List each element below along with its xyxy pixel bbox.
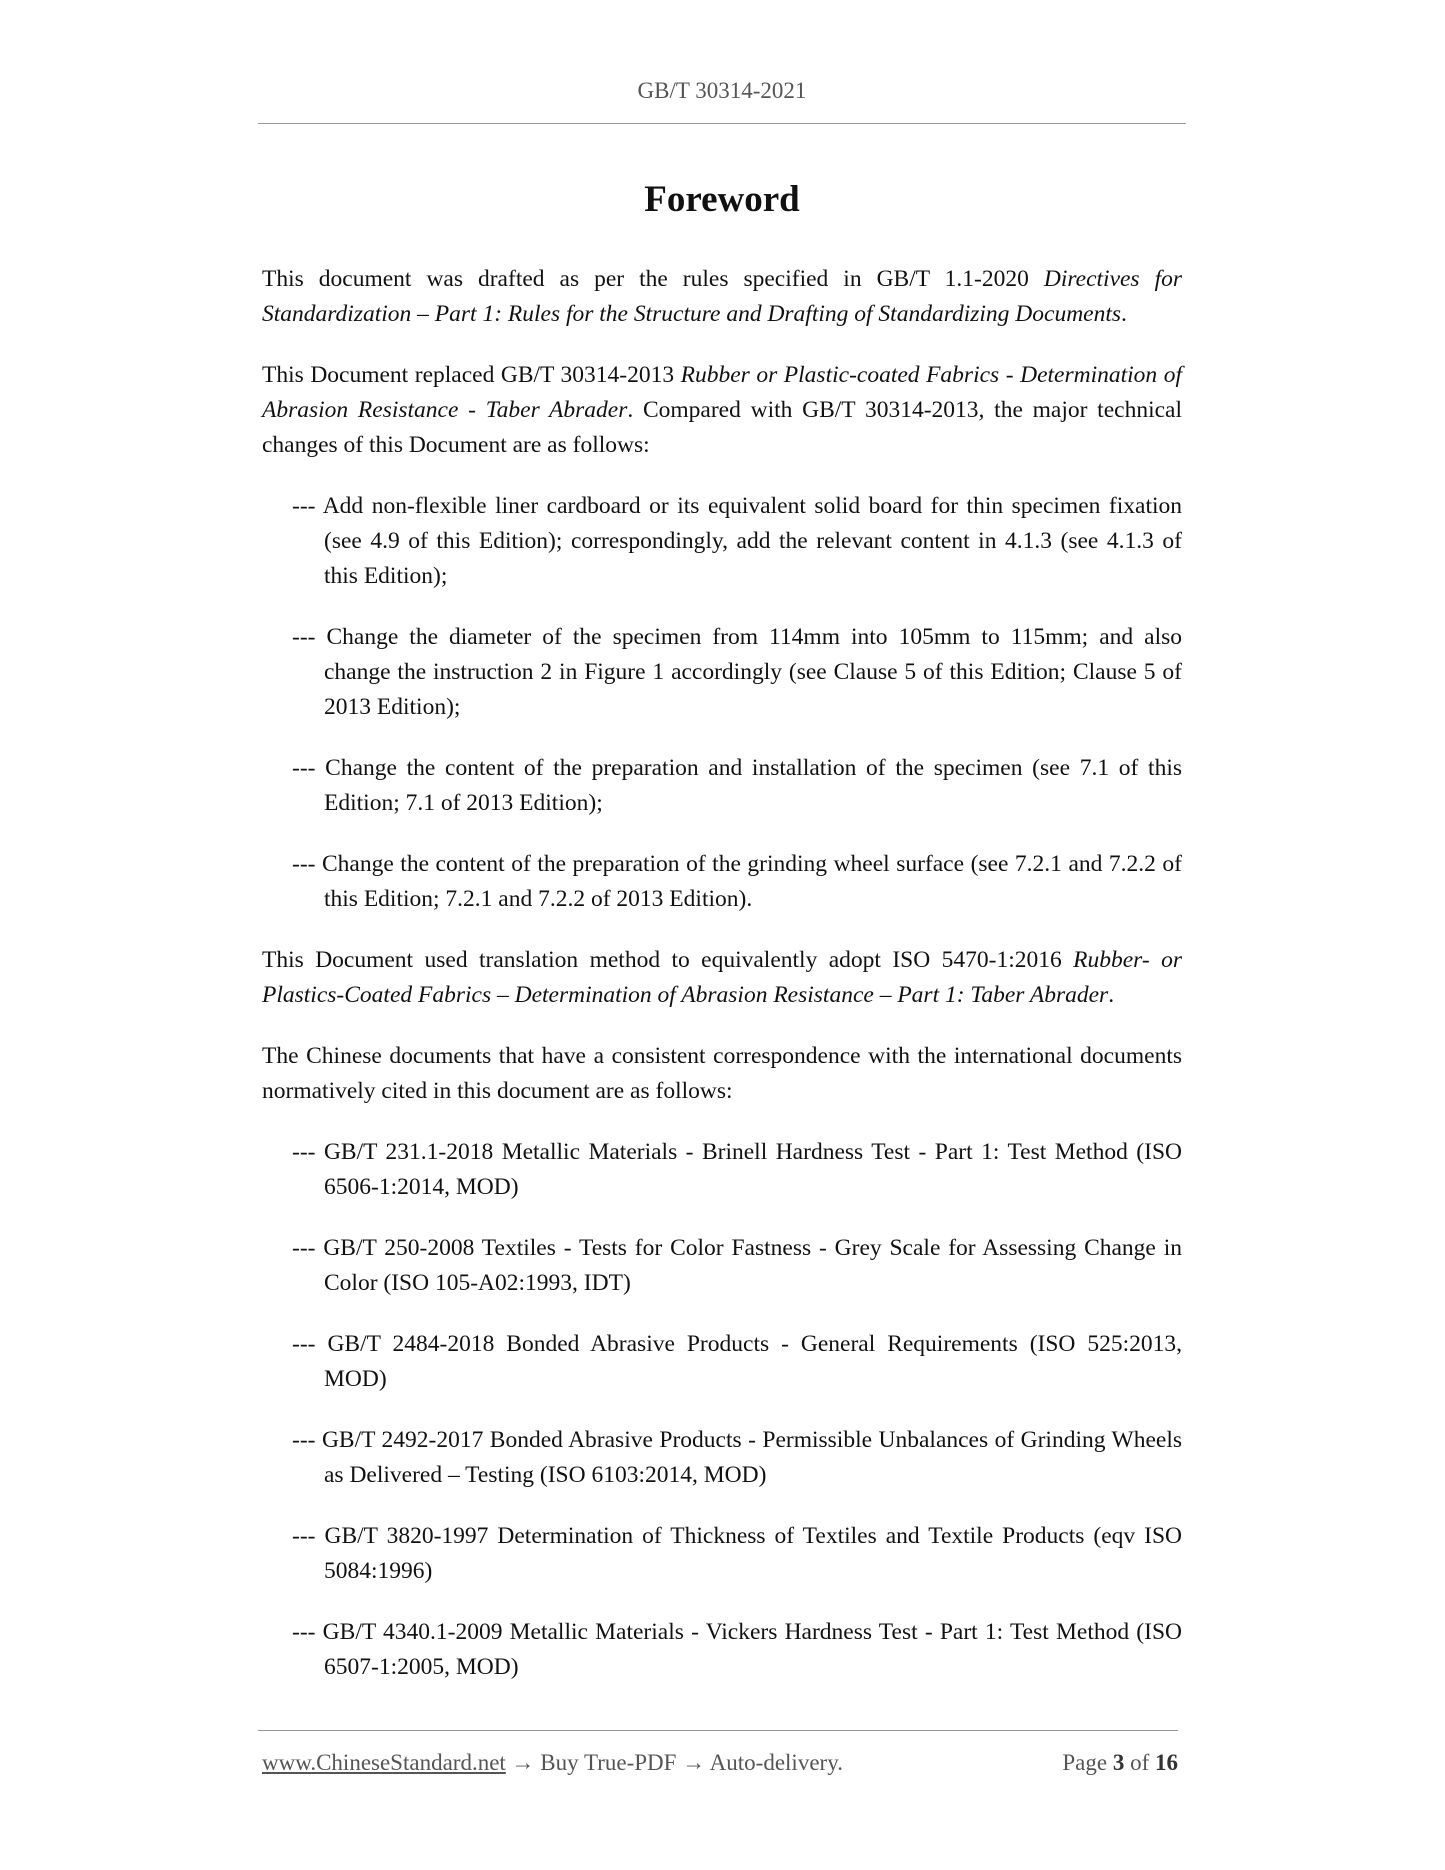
reference-item: --- GB/T 4340.1-2009 Metallic Materials - Vickers Hardness Test - Part 1: Test Method (ISO 6507-1:2005, MOD) (292, 1619, 1182, 1680)
reference-item: --- GB/T 2484-2018 Bonded Abrasive Products - General Requirements (ISO 525:2013, MOD) (292, 1331, 1182, 1392)
total-pages: 16 (1155, 1750, 1178, 1775)
cited-title: Rubber- or Plastics-Coated Fabrics – Determination of Abrasion Resistance – Part 1: Taber Abrader (262, 947, 1182, 1008)
page-number: Page 3 of 16 (1062, 1750, 1178, 1775)
header-divider (258, 123, 1186, 124)
paragraph-replacement: This Document replaced GB/T 30314-2013 Rubber or Plastic-coated Fabrics - Determination of Abrasion Resistance - Taber Abrader. Compared with GB/T 30314-2013, the major technical changes of this Document are as follows: (262, 362, 1182, 458)
reference-item: --- GB/T 231.1-2018 Metallic Materials - Brinell Hardness Test - Part 1: Test Method (ISO 6506-1:2014, MOD) (292, 1139, 1182, 1200)
footer-promo (262, 1750, 843, 1776)
reference-item: --- GB/T 3820-1997 Determination of Thickness of Textiles and Textile Products (eqv ISO 5084:1996) (292, 1523, 1182, 1584)
page-title: Foreword (644, 179, 800, 220)
arrow-right-icon: → (511, 1750, 535, 1775)
reference-item: --- GB/T 2492-2017 Bonded Abrasive Products - Permissible Unbalances of Grinding Wheels as Delivered – Testing (ISO 6103:2014, MOD) (292, 1427, 1182, 1488)
current-page: 3 (1112, 1750, 1125, 1775)
foreword-body (262, 262, 1182, 1711)
buy-pdf-text: Buy True-PDF (540, 1750, 677, 1775)
cited-title: Directives for Standardization – Part 1: Rules for the Structure and Drafting of Standardizing Documents (262, 266, 1182, 327)
change-item: --- Change the diameter of the specimen from 114mm into 105mm to 115mm; and also change the instruction 2 in Figure 1 accordingly (see Clause 5 of this Edition; Clause 5 of 2013 Edition); (292, 624, 1182, 720)
footer-divider (258, 1730, 1178, 1731)
cited-title: Rubber or Plastic-coated Fabrics - Determination of Abrasion Resistance - Taber Abrader (262, 362, 1182, 423)
reference-item: --- GB/T 250-2008 Textiles - Tests for Color Fastness - Grey Scale for Assessing Change in Color (ISO 105-A02:1993, IDT) (292, 1235, 1182, 1296)
running-header: GB/T 30314-2021 (637, 78, 807, 103)
arrow-right-icon: → (682, 1750, 706, 1775)
change-item: --- Change the content of the preparation and installation of the specimen (see 7.1 of this Edition; 7.1 of 2013 Edition); (292, 755, 1182, 816)
paragraph-correspondence: The Chinese documents that have a consistent correspondence with the international documents normatively cited in this document are as follows: (262, 1043, 1182, 1104)
paragraph-adoption: This Document used translation method to equivalently adopt ISO 5470-1:2016 Rubber- or Plastics-Coated Fabrics – Determination of Abrasion Resistance – Part 1: Taber Abrader. (262, 947, 1182, 1008)
website-link[interactable]: www.ChineseStandard.net (262, 1750, 506, 1775)
auto-delivery-text: Auto-delivery. (709, 1750, 843, 1775)
paragraph-drafting-rules: This document was drafted as per the rules specified in GB/T 1.1-2020 Directives for Standardization – Part 1: Rules for the Structure and Drafting of Standardizing Documents. (262, 266, 1182, 327)
change-item: --- Change the content of the preparation of the grinding wheel surface (see 7.2.1 and 7.2.2 of this Edition; 7.2.1 and 7.2.2 of 2013 Edition). (292, 851, 1182, 912)
change-item: --- Add non-flexible liner cardboard or its equivalent solid board for thin specimen fixation (see 4.9 of this Edition); correspondingly, add the relevant content in 4.1.3 (see 4.1.3 of this Edition); (292, 493, 1182, 589)
